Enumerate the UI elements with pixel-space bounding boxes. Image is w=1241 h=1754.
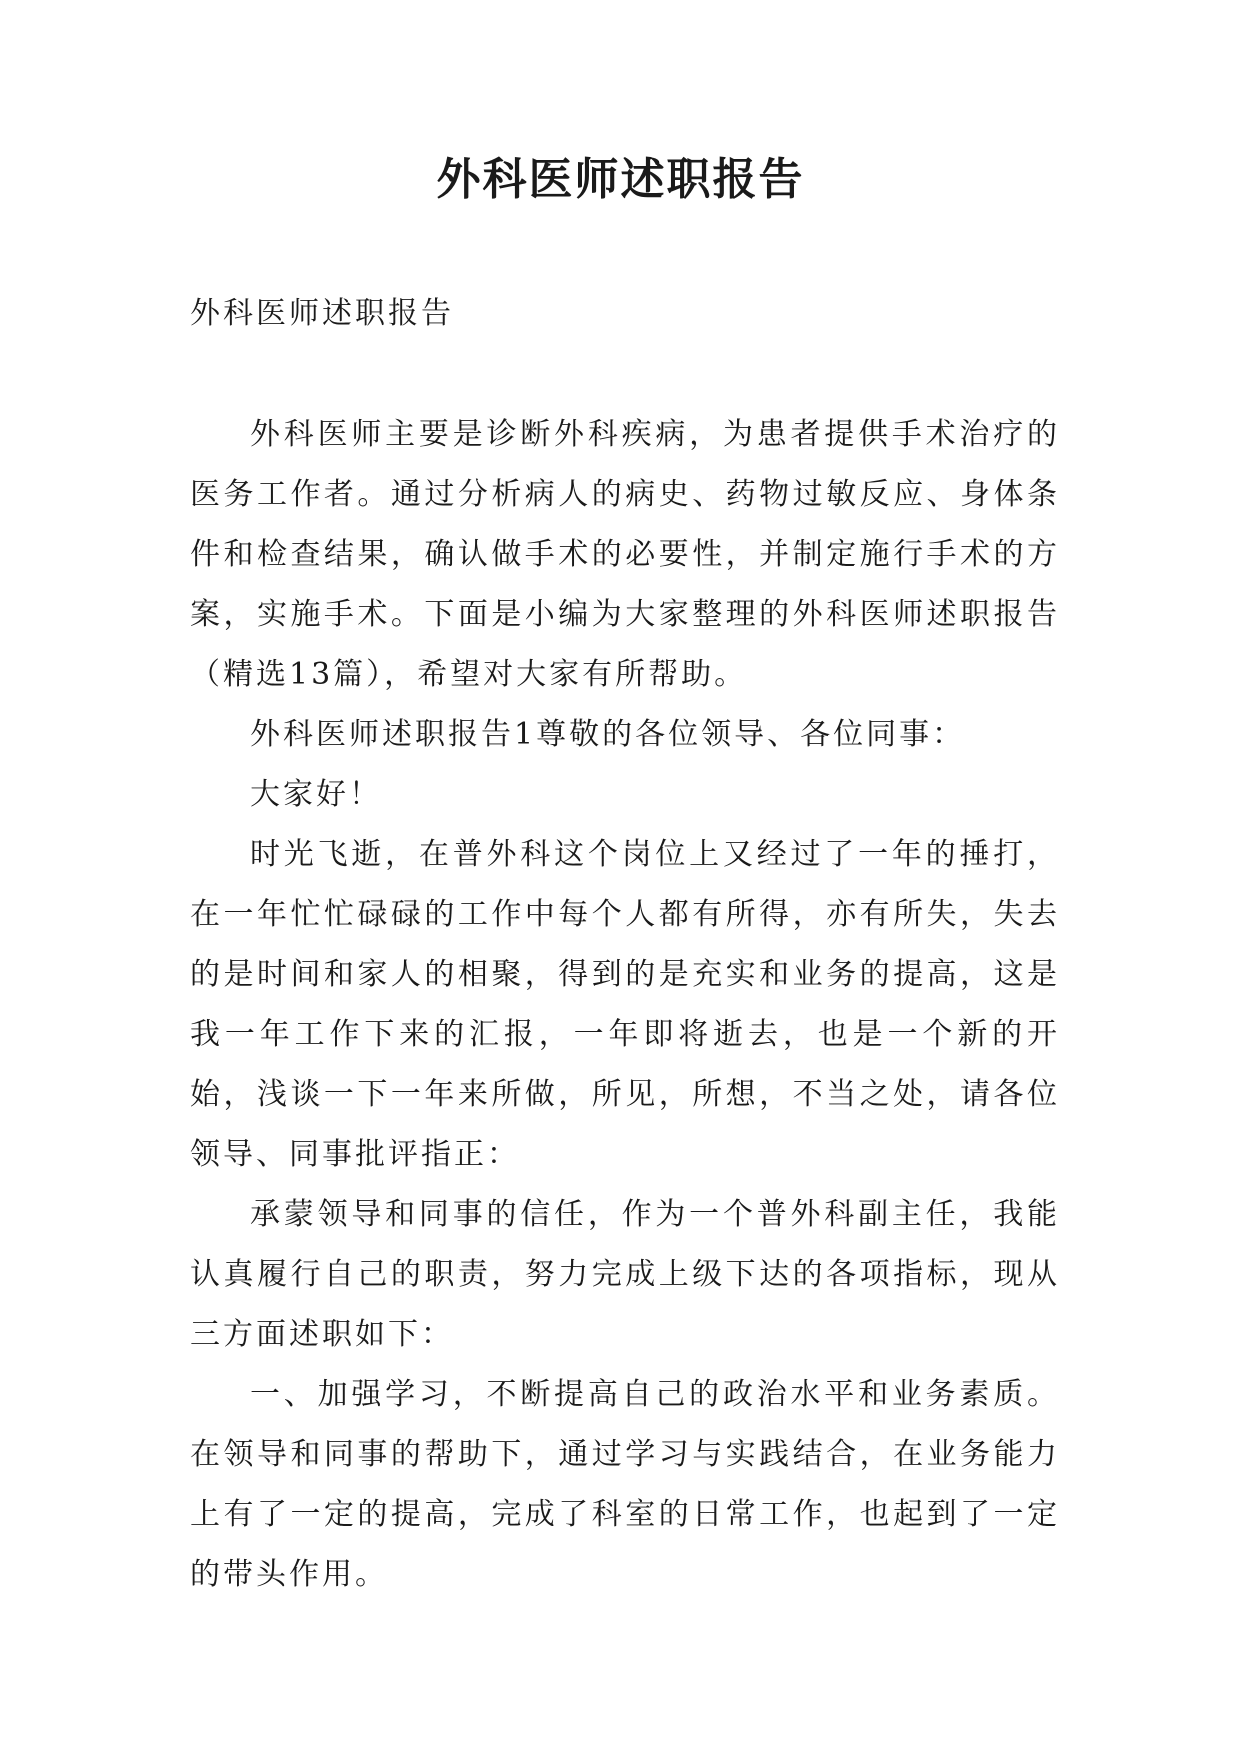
paragraph-summary: 承蒙领导和同事的信任，作为一个普外科副主任，我能认真履行自己的职责，努力完成上级下达的各项指标，现从三方面述职如下： — [190, 1197, 1060, 1352]
document-body — [190, 405, 1060, 1605]
paragraph-opening: 时光飞逝，在普外科这个岗位上又经过了一年的捶打，在一年忙忙碌碌的工作中每个人都有所得，亦有所失，失去的是时间和家人的相聚，得到的是充实和业务的提高，这是我一年工作下来的汇报，一年即将逝去，也是一个新的开始，浅谈一下一年来所做，所见，所想，不当之处，请各位领导、同事批评指正： — [190, 837, 1060, 1172]
paragraph-greeting: 大家好！ — [250, 777, 382, 812]
document-title: 外科医师述职报告 — [436, 154, 805, 205]
paragraph-salutation: 外科医师述职报告1尊敬的各位领导、各位同事： — [250, 717, 966, 752]
document-subtitle: 外科医师述职报告 — [190, 296, 454, 331]
paragraph-intro: 外科医师主要是诊断外科疾病，为患者提供手术治疗的医务工作者。通过分析病人的病史、药物过敏反应、身体条件和检查结果，确认做手术的必要性，并制定施行手术的方案，实施手术。下面是小编为大家整理的外科医师述职报告（精选13篇），希望对大家有所帮助。 — [190, 417, 1060, 692]
paragraph-point-one: 一、加强学习，不断提高自己的政治水平和业务素质。在领导和同事的帮助下，通过学习与实践结合，在业务能力上有了一定的提高，完成了科室的日常工作，也起到了一定的带头作用。 — [190, 1377, 1060, 1592]
